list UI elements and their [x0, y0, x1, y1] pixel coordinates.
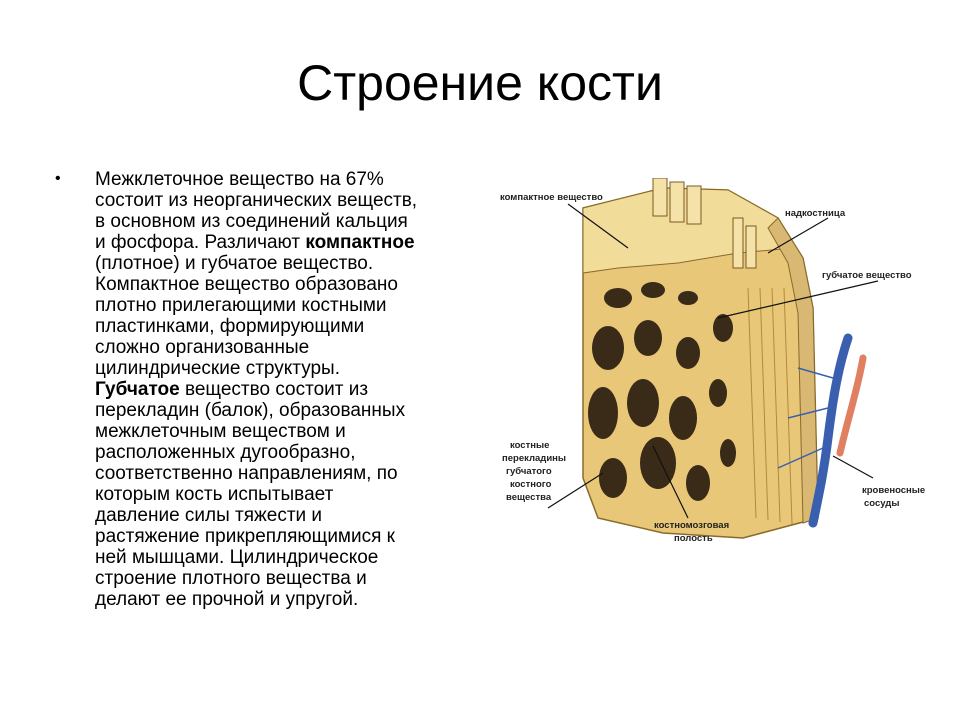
- bullet-marker: •: [55, 170, 61, 187]
- text-line: растяжение прикрепляющимися к: [95, 526, 395, 547]
- text-line: пластинками, формирующими: [95, 316, 365, 337]
- bold-term-spongy: Губчатое: [95, 379, 180, 400]
- text-line: перекладин (балок), образованных: [95, 400, 406, 421]
- label-trabeculae-2: перекладины: [502, 453, 567, 464]
- label-trabeculae-5: вещества: [506, 492, 552, 503]
- label-trabeculae-1: костные: [510, 440, 550, 451]
- text-line: [95, 232, 475, 253]
- label-vessels-1: кровеносные: [862, 485, 926, 496]
- label-trabeculae-4: костного: [510, 479, 552, 490]
- text-fragment: и фосфора. Различают: [95, 232, 306, 253]
- text-line: сложно организованные: [95, 337, 310, 358]
- text-line: Компактное вещество образовано: [95, 274, 398, 295]
- text-line: которым кость испытывает: [95, 484, 334, 505]
- text-line: [95, 379, 475, 400]
- slide-title: Строение кости: [297, 55, 663, 111]
- text-line: делают ее прочной и упругой.: [95, 589, 359, 610]
- label-trabeculae-3: губчатого: [506, 466, 552, 477]
- text-line: ней мышцами. Цилиндрическое: [95, 547, 379, 568]
- label-spongy: губчатое вещество: [822, 270, 912, 281]
- bone-structure-figure: [488, 178, 948, 558]
- label-vessels-2: сосуды: [864, 498, 900, 509]
- bold-term-compact: компактное: [305, 232, 415, 253]
- text-line: (плотное) и губчатое вещество.: [95, 253, 374, 274]
- label-compact: компактное вещество: [500, 192, 603, 203]
- label-marrow-2: полость: [674, 533, 713, 544]
- text-line: состоит из неорганических веществ,: [95, 190, 418, 211]
- text-line: Межклеточное вещество на 67%: [95, 169, 384, 190]
- artery-vessel: [840, 358, 863, 453]
- label-marrow-1: костномозговая: [654, 520, 730, 531]
- text-line: давление силы тяжести и: [95, 505, 323, 526]
- bullet-text: [95, 169, 475, 610]
- text-line: соответственно направлениям, по: [95, 463, 398, 484]
- bone-illustration: [488, 178, 948, 558]
- text-line: плотно прилегающими костными: [95, 295, 387, 316]
- text-line: в основном из соединений кальция: [95, 211, 408, 232]
- text-fragment: вещество состоит из: [179, 379, 369, 400]
- text-line: цилиндрические структуры.: [95, 358, 340, 379]
- label-periosteum: надкостница: [785, 208, 846, 219]
- text-line: расположенных дугообразно,: [95, 442, 356, 463]
- text-line: межклеточным веществом и: [95, 421, 346, 442]
- text-line: строение плотного вещества и: [95, 568, 367, 589]
